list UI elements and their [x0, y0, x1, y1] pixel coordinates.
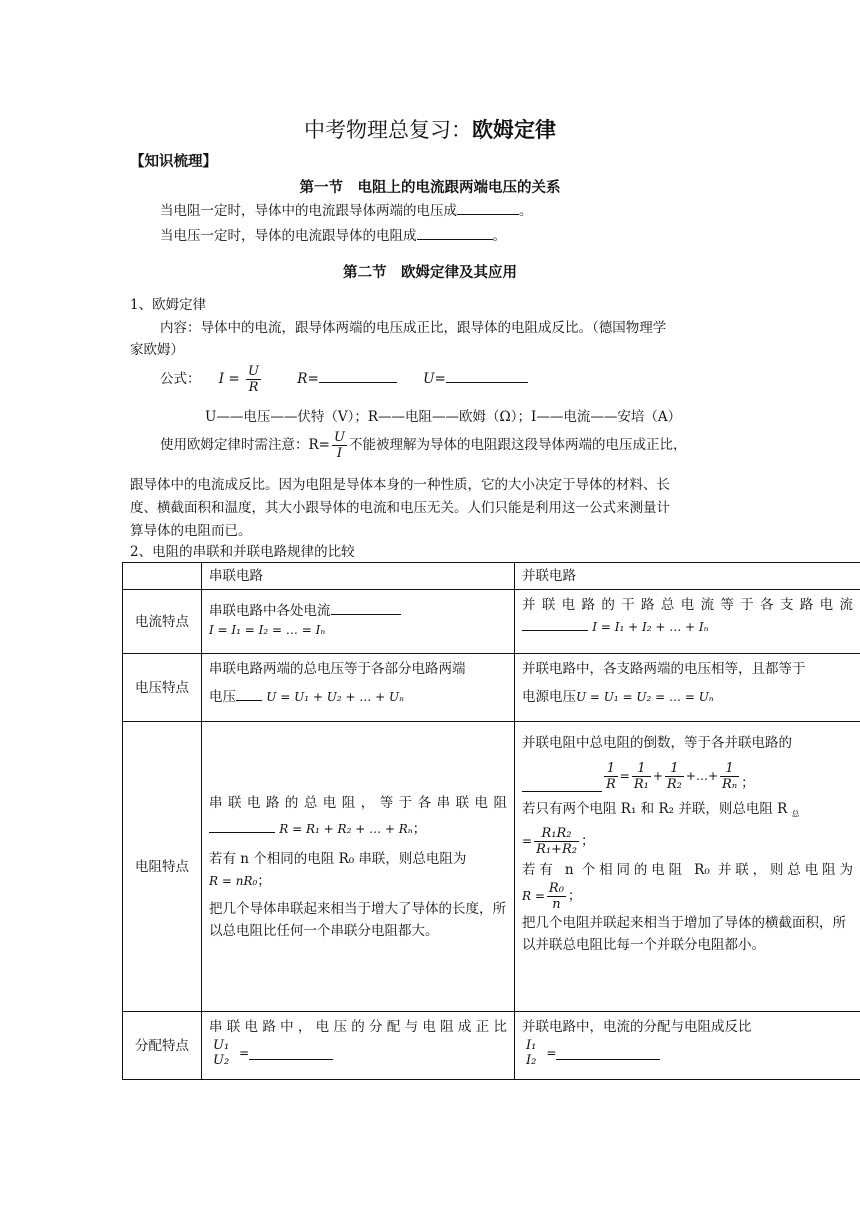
- note-line-2: 跟导体中的电流成反比。因为电阻是导体本身的一种性质，它的大小决定于导体的材料、长: [130, 477, 670, 493]
- blank-r[interactable]: [319, 369, 397, 383]
- s-div-eq: =: [239, 1046, 250, 1060]
- series-division-frac: [211, 1038, 231, 1068]
- note-line-3: 度、横截面积和温度，其大小跟导体的电流和电压无关。人们只能是利用这一公式来测量计: [130, 500, 670, 516]
- parallel-two-text: 若只有两个电阻 R₁ 和 R₂ 并联，则总电阻 R: [522, 801, 788, 817]
- frac-den: R: [248, 380, 259, 395]
- frac-two: [534, 826, 579, 857]
- blank-s-current[interactable]: [331, 601, 401, 615]
- comparison-table: [122, 562, 860, 1080]
- table-header-row: [123, 563, 860, 590]
- parallel-voltage-formula: U = U₁ = U₂ = … = Uₙ: [576, 690, 714, 704]
- series-resistance-formula: R = R₁ + R₂ + … + Rₙ: [279, 821, 413, 836]
- note-frac-den: I: [336, 446, 343, 461]
- series-current-formula: I = I₁ = I₂ = … = Iₙ: [209, 623, 326, 637]
- series-division: [202, 1012, 515, 1080]
- parallel-resistance-formula: [522, 754, 853, 794]
- line1-text: 当电阻一定时，导体中的电流跟导体两端的电压成: [160, 203, 457, 219]
- series-current: [202, 590, 515, 654]
- eq-two: =: [522, 834, 533, 849]
- plus-sign: +: [652, 769, 663, 783]
- item2-heading: 2、电阻的串联和并联电路规律的比较: [130, 544, 355, 560]
- series-n-text: 若有 n 个相同的电阻 R₀ 串联，则总电阻为: [209, 850, 467, 867]
- frac-two-den: R₁+R₂: [536, 841, 577, 857]
- blank-s-division[interactable]: [249, 1046, 333, 1060]
- note-prefix: 使用欧姆定律时需注意：R=: [160, 437, 330, 453]
- label-voltage: 电压特点: [123, 654, 202, 722]
- series-voltage: [202, 654, 515, 722]
- label-division: 分配特点: [123, 1012, 202, 1080]
- parallel-current-text: 并联电路的干路总电流等于各支路电流: [522, 597, 853, 613]
- blank-1[interactable]: [457, 201, 519, 215]
- frac-1-r1-den: R₁: [633, 776, 649, 792]
- title-main: 欧姆定律: [472, 118, 556, 142]
- formula-label: 公式：: [160, 371, 201, 387]
- s-div-num: U₁: [213, 1038, 230, 1053]
- series-resistance-text: 串联电路的总电阻，等于各串联电阻: [209, 794, 507, 811]
- note-suffix: 不能被理解为导体的电阻跟这段导体两端的电压成正比，: [348, 437, 687, 453]
- parallel-division-frac: [524, 1038, 538, 1068]
- series-n-formula: R = nR₀: [209, 873, 258, 888]
- frac-n: [547, 881, 566, 912]
- p-semi-2: ；: [580, 833, 595, 850]
- parallel-n-text: 若有 n 个相同的电阻 R₀ 并联，则总电阻为: [522, 861, 853, 878]
- series-resistance: [202, 722, 515, 1012]
- p-div-num: I₁: [526, 1038, 537, 1053]
- ohm-content-1: 内容：导体中的电流，跟导体两端的电压成正比，跟导体的电阻成反比。（德国物理学: [160, 320, 667, 336]
- table-row-division: [123, 1012, 860, 1080]
- frac-n-den: n: [552, 896, 561, 912]
- header-empty: [123, 563, 202, 590]
- parallel-current-formula: I = I₁ + I₂ + … + Iₙ: [592, 620, 709, 634]
- formula-frac: [246, 364, 261, 395]
- note-frac: [332, 430, 347, 461]
- page-title: [0, 114, 860, 144]
- frac-1-r1-num: 1: [632, 761, 651, 777]
- parallel-division-text: 并联电路中，电流的分配与电阻成反比: [522, 1019, 752, 1035]
- table-row-resistance: [123, 722, 860, 1012]
- frac-1-rn-den: Rₙ: [722, 776, 738, 792]
- frac-1-r: [604, 761, 618, 792]
- label-current: 电流特点: [123, 590, 202, 654]
- p-n-lhs: R =: [522, 889, 545, 904]
- parallel-voltage-text2: 电源电压: [522, 689, 576, 705]
- frac-1-r2-den: R₂: [666, 776, 682, 792]
- r-eq: R=: [297, 371, 319, 387]
- series-resistance-semi: ；: [412, 820, 427, 837]
- title-prefix: 中考物理总复习：: [304, 118, 472, 142]
- section1-line1: [160, 200, 762, 222]
- note-frac-num: U: [333, 430, 345, 445]
- formula-i: I =: [218, 371, 240, 387]
- line2-end: 。: [492, 228, 506, 244]
- formula-line: [160, 364, 762, 400]
- blank-u[interactable]: [446, 369, 528, 383]
- line2-text: 当电压一定时，导体的电流跟导体的电阻成: [160, 228, 417, 244]
- parallel-voltage-text: 并联电路中，各支路两端的电压相等，且都等于: [522, 661, 806, 677]
- blank-s-voltage[interactable]: [236, 687, 262, 701]
- series-conclusion: 把几个导体串联起来相当于增大了导体的长度，所以总电阻比任何一个串联分电阻都大。: [209, 900, 506, 939]
- note-line-1: [160, 430, 762, 466]
- series-voltage-formula: U = U₁ + U₂ + … + Uₙ: [266, 690, 404, 704]
- parallel-current: [515, 590, 860, 654]
- frac-n-num: R₀: [548, 880, 564, 896]
- section1-title: 第一节 电阻上的电流跟两端电压的关系: [299, 180, 561, 196]
- eq-sign: =: [619, 769, 630, 783]
- p-semi-1: ；: [741, 775, 755, 791]
- parallel-n-formula: [522, 881, 853, 912]
- series-n-semi: ；: [257, 872, 271, 889]
- parallel-resistance: [515, 722, 860, 1012]
- header-parallel: 并联电路: [515, 563, 860, 590]
- note-line-4: 算导体的电阻而已。: [130, 523, 252, 539]
- dots: +…+: [685, 769, 719, 783]
- frac-1-rn: [720, 761, 739, 792]
- blank-2[interactable]: [417, 226, 493, 240]
- parallel-resistance-text: 并联电阻中总电阻的倒数，等于各并联电路的: [522, 735, 792, 751]
- item1-heading: 1、欧姆定律: [130, 297, 207, 313]
- label-resistance: 电阻特点: [123, 722, 202, 1012]
- line1-end: 。: [519, 203, 533, 219]
- series-division-text: 串联电路中，电压的分配与电阻成正比: [209, 1019, 507, 1035]
- p-div-den: I₂: [526, 1053, 537, 1068]
- s-div-den: U₂: [213, 1053, 230, 1068]
- p-semi-3: ；: [567, 888, 582, 905]
- section1-line2: [160, 225, 762, 247]
- blank-s-resistance[interactable]: [209, 819, 275, 833]
- parallel-two-sub: 总: [791, 809, 800, 819]
- series-voltage-text: 串联电路两端的总电压等于各部分电路两端: [209, 661, 466, 677]
- frac-two-num: R₁R₂: [534, 826, 579, 842]
- blank-p-current[interactable]: [522, 617, 588, 631]
- frac-1-r-den: R: [606, 776, 616, 792]
- table-row-current: [123, 590, 860, 654]
- parallel-conclusion: 把几个电阻并联起来相当于增加了导体的横截面积，所以并联总电阻比每一个并联分电阻都小。: [522, 914, 846, 953]
- header-series: 串联电路: [202, 563, 515, 590]
- series-current-text: 串联电路中各处电流: [209, 603, 331, 619]
- frac-1-rn-num: 1: [720, 761, 739, 777]
- frac-1-r-num: 1: [604, 761, 618, 777]
- frac-1-r2-num: 1: [665, 761, 684, 777]
- u-eq: U=: [423, 371, 446, 387]
- parallel-voltage: [515, 654, 860, 722]
- frac-1-r1: [632, 761, 651, 792]
- ohm-content-2: 家欧姆）: [130, 342, 184, 358]
- series-voltage-text2: 电压: [209, 689, 236, 705]
- knowledge-heading: 【知识梳理】: [130, 154, 217, 170]
- parallel-division: [515, 1012, 860, 1080]
- p-div-eq: =: [546, 1046, 557, 1060]
- units-line: U——电压——伏特（V）；R——电阻——欧姆（Ω）；I——电流——安培（A）: [205, 409, 682, 425]
- parallel-two-formula: [522, 826, 853, 857]
- blank-p-resistance[interactable]: [522, 778, 602, 792]
- table-row-voltage: [123, 654, 860, 722]
- frac-num: U: [248, 364, 259, 379]
- section2-title: 第二节 欧姆定律及其应用: [343, 265, 517, 281]
- frac-1-r2: [665, 761, 684, 792]
- blank-p-division[interactable]: [556, 1046, 660, 1060]
